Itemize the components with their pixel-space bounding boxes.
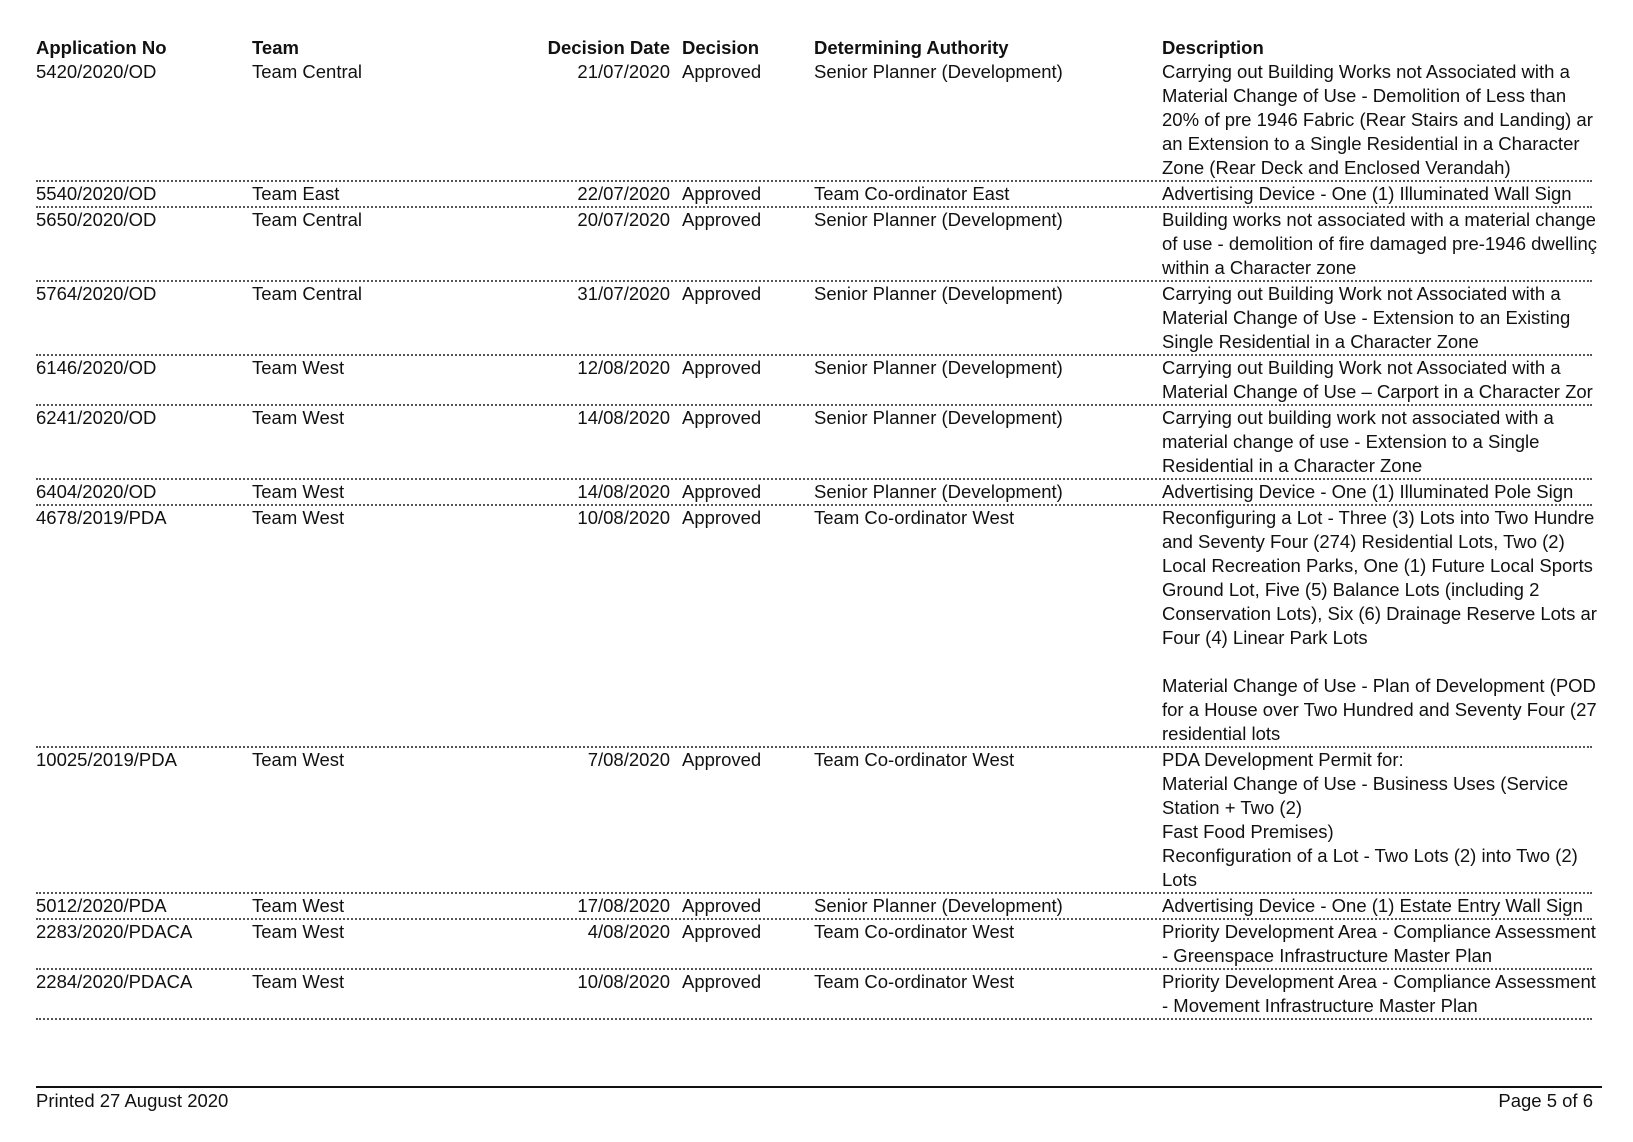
cell-decision: Approved — [682, 407, 762, 428]
cell-application-no: 2284/2020/PDACA — [36, 971, 193, 992]
cell-application-no: 4678/2019/PDA — [36, 507, 167, 528]
cell-determining-authority: Team Co-ordinator West — [814, 749, 1015, 770]
cell-decision: Approved — [682, 921, 762, 942]
cell-decision-date: 20/07/2020 — [577, 209, 670, 230]
cell-application-no: 6146/2020/OD — [36, 357, 157, 378]
cell-decision-date: 12/08/2020 — [577, 357, 670, 378]
cell-decision-date: 14/08/2020 — [577, 407, 670, 428]
header-determining-authority: Determining Authority — [814, 37, 1009, 58]
decision-report-table — [36, 36, 1597, 1020]
table-row — [36, 356, 1592, 406]
table-row — [36, 208, 1597, 282]
cell-team: Team West — [252, 749, 345, 770]
cell-determining-authority: Team Co-ordinator West — [814, 921, 1015, 942]
table-row — [36, 970, 1596, 1020]
cell-determining-authority: Senior Planner (Development) — [814, 209, 1063, 230]
cell-determining-authority: Senior Planner (Development) — [814, 407, 1063, 428]
header-description: Description — [1162, 37, 1264, 58]
cell-determining-authority: Team Co-ordinator West — [814, 507, 1015, 528]
cell-decision-date: 10/08/2020 — [577, 971, 670, 992]
page-number: Page 5 of 6 — [1498, 1090, 1593, 1111]
header-team: Team — [252, 37, 299, 58]
cell-description: Building works not associated with a material change of use - demolition of fire damaged pre-1946 dwellinç within a Character zone — [1162, 209, 1597, 278]
cell-decision-date: 31/07/2020 — [577, 283, 670, 304]
cell-decision-date: 14/08/2020 — [577, 481, 670, 502]
cell-team: Team West — [252, 971, 345, 992]
cell-team: Team West — [252, 357, 345, 378]
cell-application-no: 2283/2020/PDACA — [36, 921, 193, 942]
cell-decision: Approved — [682, 209, 762, 230]
cell-decision: Approved — [682, 183, 762, 204]
cell-description: Carrying out building work not associated with a material change of use - Extension to a Single Residential in a Character Zone — [1162, 407, 1554, 476]
cell-application-no: 5012/2020/PDA — [36, 895, 167, 916]
table-row — [36, 894, 1592, 920]
cell-description: Advertising Device - One (1) Illuminated Wall Sign — [1162, 183, 1572, 204]
cell-decision: Approved — [682, 283, 762, 304]
table-row — [36, 406, 1592, 480]
cell-application-no: 5764/2020/OD — [36, 283, 157, 304]
cell-description: Advertising Device - One (1) Estate Entry Wall Sign — [1162, 895, 1583, 916]
cell-decision-date: 21/07/2020 — [577, 61, 670, 82]
table-header — [36, 36, 1592, 60]
cell-description: Reconfiguring a Lot - Three (3) Lots into Two Hundre and Seventy Four (274) Residential Lots, Two (2) Local Recreation Parks, One (1) Future Local Sports Ground Lot, Five (5) Balance Lots (including 2 Conservation Lots), Six (6) Drainage Reserve Lots ar Four (4) Linear Park Lots Material Change of Use - Plan of Development (POD for a House over Two Hundred and Seventy Four (27 residential lots — [1162, 507, 1597, 744]
cell-determining-authority: Senior Planner (Development) — [814, 481, 1063, 502]
header-application-no: Application No — [36, 37, 167, 58]
header-decision-date: Decision Date — [547, 37, 670, 58]
header-decision: Decision — [682, 37, 760, 58]
cell-determining-authority: Team Co-ordinator East — [814, 183, 1010, 204]
table-body — [36, 60, 1597, 1020]
cell-decision: Approved — [682, 61, 762, 82]
cell-decision: Approved — [682, 971, 762, 992]
cell-decision-date: 22/07/2020 — [577, 183, 670, 204]
cell-decision: Approved — [682, 481, 762, 502]
cell-application-no: 6241/2020/OD — [36, 407, 157, 428]
cell-team: Team West — [252, 407, 345, 428]
cell-application-no: 5540/2020/OD — [36, 183, 157, 204]
cell-description: Carrying out Building Work not Associated with a Material Change of Use - Extension to an Existing Single Residential in a Character Zone — [1162, 283, 1571, 352]
cell-decision: Approved — [682, 507, 762, 528]
cell-determining-authority: Senior Planner (Development) — [814, 61, 1063, 82]
cell-team: Team Central — [252, 283, 363, 304]
cell-team: Team Central — [252, 61, 363, 82]
printed-date: Printed 27 August 2020 — [36, 1090, 229, 1111]
cell-determining-authority: Senior Planner (Development) — [814, 283, 1063, 304]
cell-team: Team West — [252, 481, 345, 502]
table-row — [36, 506, 1597, 748]
cell-decision-date: 4/08/2020 — [587, 921, 670, 942]
cell-application-no: 6404/2020/OD — [36, 481, 157, 502]
cell-determining-authority: Team Co-ordinator West — [814, 971, 1015, 992]
cell-application-no: 10025/2019/PDA — [36, 749, 177, 770]
cell-description: Advertising Device - One (1) Illuminated Pole Sign — [1162, 481, 1574, 502]
cell-description: Carrying out Building Work not Associated with a Material Change of Use – Carport in a Character Zor — [1162, 357, 1593, 402]
table-row — [36, 480, 1592, 506]
cell-team: Team Central — [252, 209, 363, 230]
cell-description: PDA Development Permit for: Material Change of Use - Business Uses (Service Station + Two (2) Fast Food Premises) Reconfiguration of a Lot - Two Lots (2) into Two (2) Lots — [1162, 749, 1578, 890]
cell-team: Team West — [252, 507, 345, 528]
cell-decision-date: 7/08/2020 — [587, 749, 670, 770]
cell-description: Priority Development Area - Compliance Assessment - Greenspace Infrastructure Master Plan — [1162, 921, 1596, 966]
table-row — [36, 60, 1592, 182]
cell-description: Priority Development Area - Compliance Assessment - Movement Infrastructure Master Plan — [1162, 971, 1596, 1016]
table-row — [36, 748, 1592, 894]
cell-decision: Approved — [682, 895, 762, 916]
cell-determining-authority: Senior Planner (Development) — [814, 357, 1063, 378]
cell-description: Carrying out Building Works not Associated with a Material Change of Use - Demolition of Less than 20% of pre 1946 Fabric (Rear Stairs and Landing) ar an Extension to a Single Residential in a Character Zone (Rear Deck and Enclosed Verandah) — [1162, 61, 1593, 178]
cell-team: Team West — [252, 921, 345, 942]
cell-determining-authority: Senior Planner (Development) — [814, 895, 1063, 916]
cell-decision-date: 17/08/2020 — [577, 895, 670, 916]
cell-team: Team East — [252, 183, 340, 204]
table-row — [36, 920, 1596, 970]
table-row — [36, 282, 1592, 356]
cell-application-no: 5650/2020/OD — [36, 209, 157, 230]
cell-decision-date: 10/08/2020 — [577, 507, 670, 528]
cell-decision: Approved — [682, 357, 762, 378]
cell-application-no: 5420/2020/OD — [36, 61, 157, 82]
cell-team: Team West — [252, 895, 345, 916]
table-row — [36, 182, 1592, 208]
footer-divider — [36, 1086, 1602, 1088]
cell-decision: Approved — [682, 749, 762, 770]
